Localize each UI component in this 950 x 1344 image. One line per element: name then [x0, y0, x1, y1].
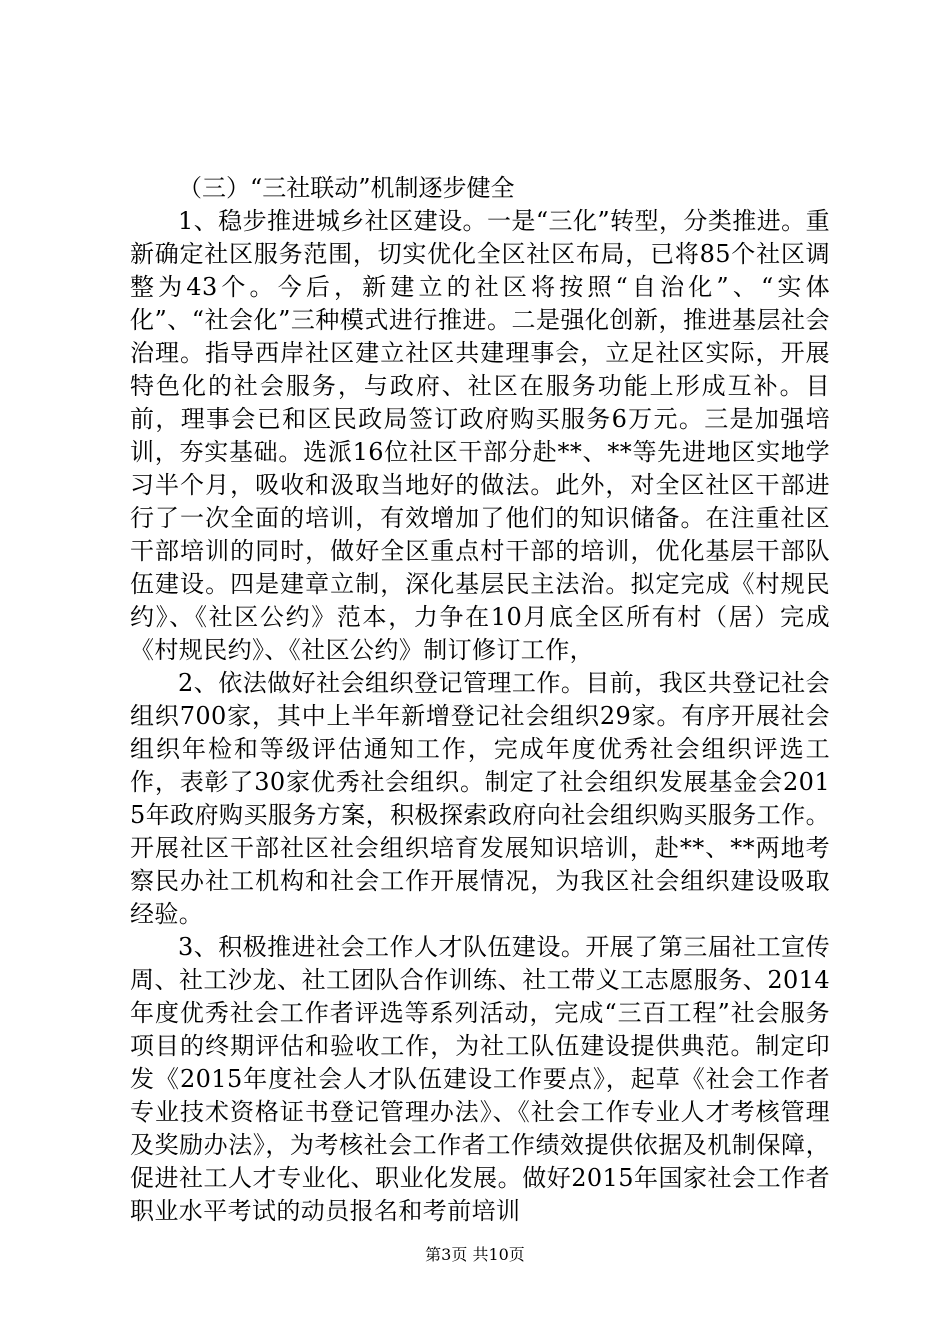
- page-number: 第3页 共10页: [425, 1245, 525, 1264]
- section-heading: （三）“三社联动”机制逐步健全: [178, 174, 515, 202]
- paragraph-community-building: 1、稳步推进城乡社区建设。一是“三化”转型，分类推进。重新确定社区服务范围，切实优化全区社区布局，已将85个社区调整为43个。今后，新建立的社区将按照“自治化”、“实体化”、“社会化”三种模式进行推进。二是强化创新，推进基层社会治理。指导西岸社区建立社区共建理事会，立足社区实际，开展特色化的社会服务，与政府、社区在服务功能上形成互补。目前，理事会已和区民政局签订政府购买服务6万元。三是加强培训，夯实基础。选派16位社区干部分赴**、**等先进地区实地学习半个月，吸收和汲取当地好的做法。此外，对全区社区干部进行了一次全面的培训，有效增加了他们的知识储备。在注重社区干部培训的同时，做好全区重点村干部的培训，优化基层干部队伍建设。四是建章立制，深化基层民主法治。拟定完成《村规民约》、《社区公约》范本，力争在10月底全区所有村（居）完成《村规民约》、《社区公约》制订修订工作，: [130, 207, 830, 664]
- page-footer: [0, 1244, 950, 1266]
- paragraph-social-work-talent: 3、积极推进社会工作人才队伍建设。开展了第三届社工宣传周、社工沙龙、社工团队合作训练、社工带义工志愿服务、2014年度优秀社会工作者评选等系列活动，完成“三百工程”社会服务项目的终期评估和验收工作，为社工队伍建设提供典范。制定印发《2015年度社会人才队伍建设工作要点》，起草《社会工作者专业技术资格证书登记管理办法》、《社会工作专业人才考核管理及奖励办法》，为考核社会工作者工作绩效提供依据及机制保障，促进社工人才专业化、职业化发展。做好2015年国家社会工作者职业水平考试的动员报名和考前培训: [130, 933, 830, 1225]
- document-body: [130, 172, 830, 1228]
- paragraph-social-organization: 2、依法做好社会组织登记管理工作。目前，我区共登记社会组织700家，其中上半年新增登记社会组织29家。有序开展社会组织年检和等级评估通知工作，完成年度优秀社会组织评选工作，表彰了30家优秀社会组织。制定了社会组织发展基金会2015年政府购买服务方案，积极探索政府向社会组织购买服务工作。开展社区干部社区社会组织培育发展知识培训，赴**、**两地考察民办社工机构和社会工作开展情况，为我区社会组织建设吸取经验。: [130, 669, 830, 928]
